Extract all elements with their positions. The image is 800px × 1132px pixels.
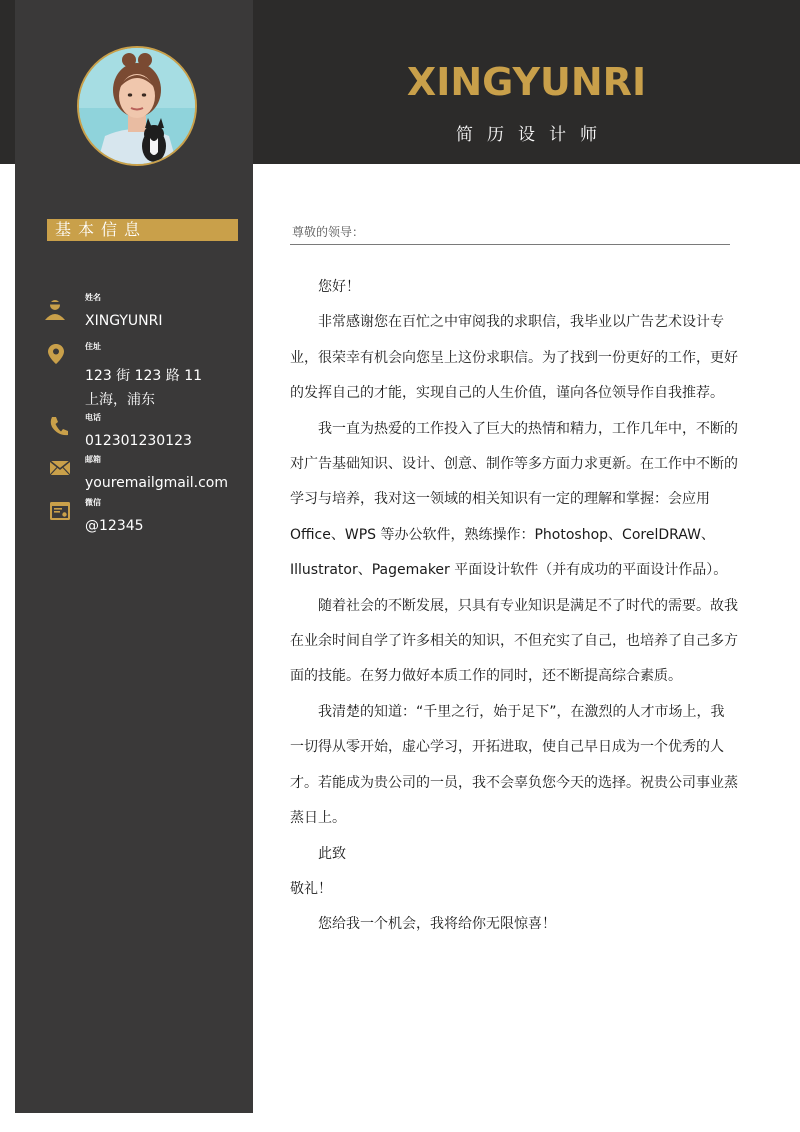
person-icon <box>44 298 66 320</box>
letter-paragraph: 我清楚的知道：“千里之行，始于足下”，在激烈的人才市场上，我一切得从零开始，虚心学习，开拓进取，使自己早日成为一个优秀的人才。若能成为贵公司的一员，我不会辜负您今天的选择。祝贵公司事业蒸蒸日上。 <box>290 703 738 827</box>
email-value: youremailgmail.com <box>85 475 229 491</box>
address-line-2: 上海，浦东 <box>85 392 155 408</box>
brand-name: XINGYUNRI <box>406 60 647 104</box>
mail-icon <box>49 457 71 479</box>
letter-paragraph: 您好！ <box>318 279 360 295</box>
sidebar <box>15 0 253 1113</box>
avatar <box>77 46 197 166</box>
letter-paragraph: 我一直为热爱的工作投入了巨大的热情和精力，工作几年中，不断的对广告基础知识、设计、创意、制作等多方面力求更新。在工作中不断的学习与培养，我对这一领域的相关知识有一定的理解和掌握：会应用 Office、WPS 等办公软件，熟练操作：Photoshop、CorelDRAW、Illustrator、Pagemaker 平面设计软件（并有成功的平面设计作品）。 <box>290 420 738 579</box>
phone-value: 012301230123 <box>85 433 192 449</box>
name-value: XINGYUNRI <box>85 313 163 329</box>
letter-regards: 敬礼！ <box>290 880 332 897</box>
salutation-divider <box>290 244 730 245</box>
letter-closing: 此致 <box>318 845 346 862</box>
job-title: 简历设计师 <box>456 125 611 145</box>
location-pin-icon <box>45 343 67 365</box>
address-line-1: 123 街 123 路 11 <box>85 368 203 384</box>
section-title: 基本信息 <box>55 220 148 239</box>
wechat-value: @12345 <box>85 518 144 534</box>
letter-paragraph: 非常感谢您在百忙之中审阅我的求职信，我毕业以广告艺术设计专业，很荣幸有机会向您呈上这份求职信。为了找到一份更好的工作，更好的发挥自己的才能，实现自己的人生价值，谨向各位领导作自我推荐。 <box>290 314 738 402</box>
letter-paragraph: 随着社会的不断发展，只具有专业知识是满足不了时代的需要。故我在业余时间自学了许多相关的知识，不但充实了自己，也培养了自己多方面的技能。在努力做好本质工作的同时，还不断提高综合素质。 <box>290 597 738 685</box>
cover-letter-body <box>290 270 738 1036</box>
wechat-icon <box>49 500 71 522</box>
phone-icon <box>48 415 70 437</box>
name-label: 姓名 <box>85 293 101 302</box>
phone-label: 电话 <box>85 413 101 422</box>
profile-photo <box>79 48 195 164</box>
letter-postscript: 您给我一个机会，我将给你无限惊喜！ <box>318 916 556 933</box>
email-label: 邮箱 <box>85 455 101 464</box>
salutation: 尊敬的领导： <box>292 225 365 239</box>
wechat-label: 微信 <box>85 498 101 507</box>
address-label: 住址 <box>85 342 101 351</box>
